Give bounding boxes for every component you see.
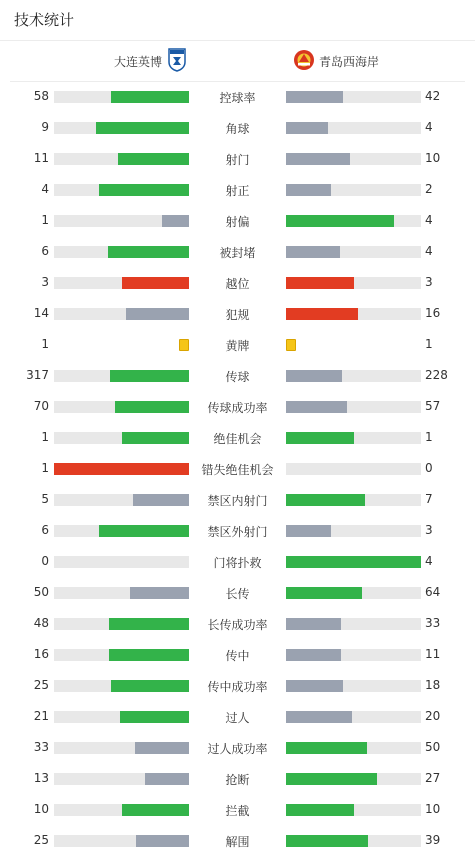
stat-label: 抢断: [225, 773, 250, 787]
away-stat-bar-fill: [286, 556, 421, 568]
home-stat-bar: [54, 122, 189, 134]
away-stat-bar: [286, 773, 421, 785]
away-stat-value: 16: [425, 306, 441, 320]
stat-row: [0, 237, 475, 268]
home-stat-bar: [54, 91, 189, 103]
home-stat-bar: [54, 711, 189, 723]
home-stat-value: 13: [33, 771, 49, 785]
home-stat-bar: [54, 618, 189, 630]
home-stat-value: 33: [33, 740, 49, 754]
away-stat-bar-fill: [286, 494, 365, 506]
away-stat-bar: [286, 525, 421, 537]
home-stat-value: 50: [33, 585, 49, 599]
stat-label: 禁区内射门: [207, 494, 268, 508]
home-stat-bar: [54, 277, 189, 289]
away-stat-bar: [286, 835, 421, 847]
stat-label: 射正: [225, 184, 250, 198]
stat-row: [0, 578, 475, 609]
away-stat-bar: [286, 122, 421, 134]
away-stat-bar-fill: [286, 153, 350, 165]
away-stat-value: 0: [425, 461, 433, 475]
home-stat-bar-fill: [115, 401, 189, 413]
home-stat-bar-fill: [109, 618, 189, 630]
home-stat-value: 25: [33, 833, 49, 847]
home-stat-bar: [54, 742, 189, 754]
away-stat-value: 4: [425, 120, 433, 134]
home-stat-bar: [54, 246, 189, 258]
home-stat-value: 0: [41, 554, 49, 568]
away-stat-bar: [286, 184, 421, 196]
stat-label: 长传成功率: [207, 618, 268, 632]
home-stat-bar-fill: [109, 649, 189, 661]
home-stat-value: 1: [41, 461, 49, 475]
away-stat-bar: [286, 432, 421, 444]
home-stat-bar-fill: [54, 463, 189, 475]
home-stat-value: 4: [41, 182, 49, 196]
home-stat-value: 16: [33, 647, 49, 661]
home-stat-value: 11: [33, 151, 49, 165]
stat-row: [0, 795, 475, 826]
stat-row: [0, 206, 475, 237]
home-stat-value: 317: [26, 368, 49, 382]
stat-label: 犯规: [225, 308, 250, 322]
stat-row: [0, 299, 475, 330]
away-stat-value: 27: [425, 771, 441, 785]
stat-row: [0, 485, 475, 516]
home-stat-bar: [54, 680, 189, 692]
home-stat-value: 5: [41, 492, 49, 506]
stat-row: [0, 82, 475, 113]
away-stat-value: 57: [425, 399, 441, 413]
stat-label: 越位: [225, 277, 250, 291]
home-stat-bar-fill: [162, 215, 189, 227]
stat-row: [0, 733, 475, 764]
stat-label: 黄牌: [225, 339, 250, 353]
away-stat-bar: [286, 711, 421, 723]
stat-label: 过人成功率: [207, 742, 268, 756]
home-stat-bar-fill: [122, 804, 190, 816]
away-stat-value: 42: [425, 89, 441, 103]
away-stat-bar: [286, 649, 421, 661]
home-stat-bar: [54, 804, 189, 816]
stat-row: [0, 640, 475, 671]
away-stat-bar-fill: [286, 649, 341, 661]
stats-header: [0, 0, 475, 41]
away-stat-bar: [286, 215, 421, 227]
away-stat-bar-fill: [286, 184, 331, 196]
away-stat-value: 3: [425, 523, 433, 537]
away-stat-bar: [286, 742, 421, 754]
stat-label: 传球: [225, 370, 250, 384]
away-stat-bar: [286, 804, 421, 816]
away-stat-value: 1: [425, 430, 433, 444]
away-stat-bar-fill: [286, 835, 368, 847]
away-stat-value: 33: [425, 616, 441, 630]
away-stat-bar: [286, 91, 421, 103]
away-stat-value: 4: [425, 244, 433, 258]
away-stat-value: 3: [425, 275, 433, 289]
home-stat-value: 1: [41, 430, 49, 444]
home-stat-bar: [54, 308, 189, 320]
away-stat-bar-fill: [286, 587, 362, 599]
home-stat-bar-fill: [110, 370, 189, 382]
stat-row: [0, 547, 475, 578]
home-stat-bar: [54, 370, 189, 382]
home-stat-bar: [54, 463, 189, 475]
home-stat-bar: [54, 525, 189, 537]
away-stat-value: 4: [425, 554, 433, 568]
away-stat-bar: [286, 308, 421, 320]
stat-row: [0, 113, 475, 144]
away-stat-bar: [286, 556, 421, 568]
away-stat-value: 7: [425, 492, 433, 506]
away-team-name[interactable]: 青岛西海岸: [319, 55, 380, 69]
stat-label: 控球率: [219, 91, 256, 105]
home-stat-value: 58: [33, 89, 49, 103]
away-stat-bar-fill: [286, 215, 394, 227]
home-stat-value: 6: [41, 523, 49, 537]
home-stat-bar-fill: [122, 277, 190, 289]
stat-row: [0, 764, 475, 795]
away-stat-bar-fill: [286, 711, 352, 723]
away-stat-bar-fill: [286, 246, 340, 258]
home-stat-bar: [54, 649, 189, 661]
home-stat-value: 48: [33, 616, 49, 630]
home-stat-bar-fill: [96, 122, 189, 134]
away-stat-bar: [286, 246, 421, 258]
home-stat-value: 9: [41, 120, 49, 134]
away-stat-value: 39: [425, 833, 441, 847]
home-stat-bar-fill: [122, 432, 190, 444]
away-stat-bar-fill: [286, 308, 358, 320]
away-stat-bar: [286, 494, 421, 506]
stat-label: 禁区外射门: [207, 525, 268, 539]
home-team-logo-icon[interactable]: [168, 48, 186, 72]
home-stat-bar: [54, 773, 189, 785]
home-stat-value: 6: [41, 244, 49, 258]
home-stat-bar-fill: [99, 184, 189, 196]
away-stat-bar: [286, 587, 421, 599]
stat-label: 传球成功率: [207, 401, 268, 415]
away-stat-bar-fill: [286, 91, 343, 103]
stat-label: 射偏: [225, 215, 250, 229]
stat-row: [0, 144, 475, 175]
yellow-card-icon: [286, 339, 296, 351]
stat-row: [0, 268, 475, 299]
away-stat-bar-fill: [286, 277, 354, 289]
away-stat-value: 10: [425, 802, 441, 816]
stat-label: 传中: [225, 649, 250, 663]
home-stat-bar-fill: [120, 711, 189, 723]
stat-row: [0, 516, 475, 547]
home-stat-bar-fill: [145, 773, 189, 785]
home-stat-value: 1: [41, 213, 49, 227]
home-stat-bar: [54, 494, 189, 506]
away-stat-value: 20: [425, 709, 441, 723]
stat-label: 被封堵: [219, 246, 256, 260]
home-stat-bar-fill: [126, 308, 189, 320]
stat-row: [0, 609, 475, 640]
away-stat-value: 4: [425, 213, 433, 227]
yellow-card-icon: [179, 339, 189, 351]
home-stat-bar-fill: [118, 153, 189, 165]
home-stat-bar-fill: [133, 494, 189, 506]
away-stat-bar-fill: [286, 432, 354, 444]
away-stat-bar-fill: [286, 618, 341, 630]
home-stat-value: 3: [41, 275, 49, 289]
stat-label: 绝佳机会: [213, 432, 262, 446]
home-stat-bar-fill: [108, 246, 189, 258]
home-stat-bar: [54, 215, 189, 227]
stat-row: [0, 330, 475, 361]
away-stat-bar-fill: [286, 804, 354, 816]
away-stat-bar-fill: [286, 680, 343, 692]
stat-label: 拦截: [225, 804, 250, 818]
away-stat-bar-fill: [286, 773, 377, 785]
home-stat-value: 14: [33, 306, 49, 320]
home-stat-value: 1: [41, 337, 49, 351]
away-stat-bar: [286, 401, 421, 413]
stat-row: [0, 175, 475, 206]
stat-label: 长传: [225, 587, 250, 601]
stat-row: [0, 392, 475, 423]
home-stat-bar-fill: [136, 835, 189, 847]
home-stat-bar-fill: [130, 587, 189, 599]
away-stat-value: 18: [425, 678, 441, 692]
home-stat-bar: [54, 835, 189, 847]
away-stat-value: 228: [425, 368, 448, 382]
home-stat-bar: [54, 556, 189, 568]
page-title: 技术统计: [14, 11, 75, 29]
home-stat-bar-fill: [111, 680, 189, 692]
away-stat-bar: [286, 618, 421, 630]
stat-row: [0, 423, 475, 454]
stat-label: 门将扑救: [213, 556, 262, 570]
away-stat-value: 11: [425, 647, 441, 661]
away-stat-value: 2: [425, 182, 433, 196]
stat-label: 射门: [225, 153, 250, 167]
home-stat-bar: [54, 587, 189, 599]
away-stat-bar: [286, 463, 421, 475]
home-stat-bar-fill: [135, 742, 189, 754]
away-stat-bar: [286, 277, 421, 289]
stat-label: 解围: [225, 835, 250, 849]
away-stat-bar-fill: [286, 370, 342, 382]
home-stat-value: 21: [33, 709, 49, 723]
stat-label: 错失绝佳机会: [201, 463, 274, 477]
stat-row: [0, 702, 475, 733]
home-stat-bar: [54, 401, 189, 413]
home-stat-value: 70: [33, 399, 49, 413]
away-stat-bar: [286, 153, 421, 165]
away-stat-bar-fill: [286, 742, 367, 754]
stat-label: 角球: [225, 122, 250, 136]
stats-list: [0, 82, 475, 857]
home-stat-bar-fill: [99, 525, 189, 537]
away-stat-bar-fill: [286, 525, 331, 537]
stat-label: 过人: [225, 711, 250, 725]
stat-row: [0, 454, 475, 485]
stat-label: 传中成功率: [207, 680, 268, 694]
away-stat-bar: [286, 370, 421, 382]
stat-row: [0, 826, 475, 857]
away-stat-value: 1: [425, 337, 433, 351]
stat-row: [0, 671, 475, 702]
home-stat-value: 25: [33, 678, 49, 692]
away-stat-value: 64: [425, 585, 441, 599]
stat-row: [0, 361, 475, 392]
teams-bar: [0, 40, 475, 82]
away-stat-bar-fill: [286, 401, 347, 413]
home-team-name[interactable]: 大连英博: [113, 55, 162, 69]
home-stat-bar: [54, 432, 189, 444]
home-stat-bar-fill: [111, 91, 189, 103]
away-stat-bar-fill: [286, 122, 328, 134]
home-stat-bar: [54, 184, 189, 196]
away-team-logo-icon[interactable]: [293, 48, 315, 72]
home-stat-bar: [54, 153, 189, 165]
home-stat-value: 10: [33, 802, 49, 816]
away-stat-value: 10: [425, 151, 441, 165]
away-stat-bar: [286, 680, 421, 692]
away-stat-value: 50: [425, 740, 441, 754]
